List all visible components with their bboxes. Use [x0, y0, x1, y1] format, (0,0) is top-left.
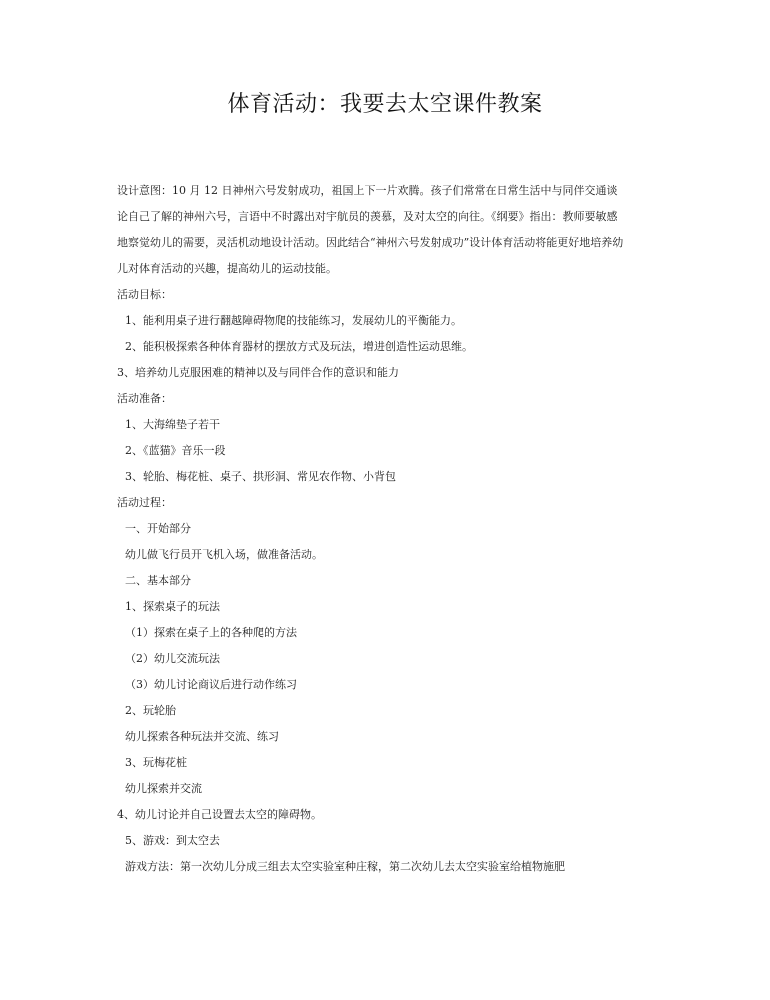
content-line: 游戏方法：第一次幼儿分成三组去太空实验室种庄稼，第二次幼儿去太空实验室给植物施肥: [125, 860, 565, 873]
content-line: 活动过程：: [117, 496, 172, 509]
content-line: 1、大海绵垫子若干: [125, 418, 220, 431]
content-line: 2、玩轮胎: [125, 704, 176, 717]
intro-paragraph: [117, 178, 662, 282]
content-line: 3、培养幼儿克服困难的精神以及与同伴合作的意识和能力: [117, 366, 399, 379]
content-line: 二、基本部分: [125, 574, 191, 587]
intro-line: 论自己了解的神州六号，言语中不时露出对宇航员的羡慕，及对太空的向往。《纲要》指出：教师要敏感: [117, 210, 618, 223]
content-lines: [117, 282, 662, 880]
content-line: 一、开始部分: [125, 522, 191, 535]
document-body: [117, 178, 662, 880]
content-line: 幼儿探索并交流: [125, 782, 202, 795]
content-line: 2、能积极探索各种体育器材的摆放方式及玩法，增进创造性运动思维。: [125, 340, 473, 353]
content-line: 5、游戏：到太空去: [125, 834, 220, 847]
intro-line: 设计意图：10 月 12 日神州六号发射成功，祖国上下一片欢腾。孩子们常常在日常生活中与同伴交通谈: [117, 184, 618, 197]
content-line: 4、幼儿讨论并自己设置去太空的障碍物。: [117, 808, 322, 821]
content-line: 幼儿做飞行员开飞机入场，做准备活动。: [125, 548, 323, 561]
content-line: （3）幼儿讨论商议后进行动作练习: [125, 678, 297, 691]
content-line: 1、能利用桌子进行翻越障碍物爬的技能练习，发展幼儿的平衡能力。: [125, 314, 462, 327]
content-line: 3、轮胎、梅花桩、桌子、拱形洞、常见农作物、小背包: [125, 470, 396, 483]
intro-line: 地察觉幼儿的需要，灵活机动地设计活动。因此结合“神州六号发射成功”设计体育活动将能更好地培养幼: [117, 236, 624, 249]
content-line: 1、探索桌子的玩法: [125, 600, 220, 613]
content-line: （1）探索在桌子上的各种爬的方法: [125, 626, 297, 639]
document-title: 体育活动：我要去太空课件教案: [227, 92, 543, 117]
content-line: （2）幼儿交流玩法: [125, 652, 220, 665]
content-line: 幼儿探索各种玩法并交流、练习: [125, 730, 279, 743]
content-line: 3、玩梅花桩: [125, 756, 187, 769]
content-line: 活动准备：: [117, 392, 172, 405]
content-line: 2、《蓝猫》音乐一段: [125, 444, 226, 457]
intro-line: 儿对体育活动的兴趣，提高幼儿的运动技能。: [117, 262, 337, 275]
content-line: 活动目标：: [117, 288, 172, 301]
